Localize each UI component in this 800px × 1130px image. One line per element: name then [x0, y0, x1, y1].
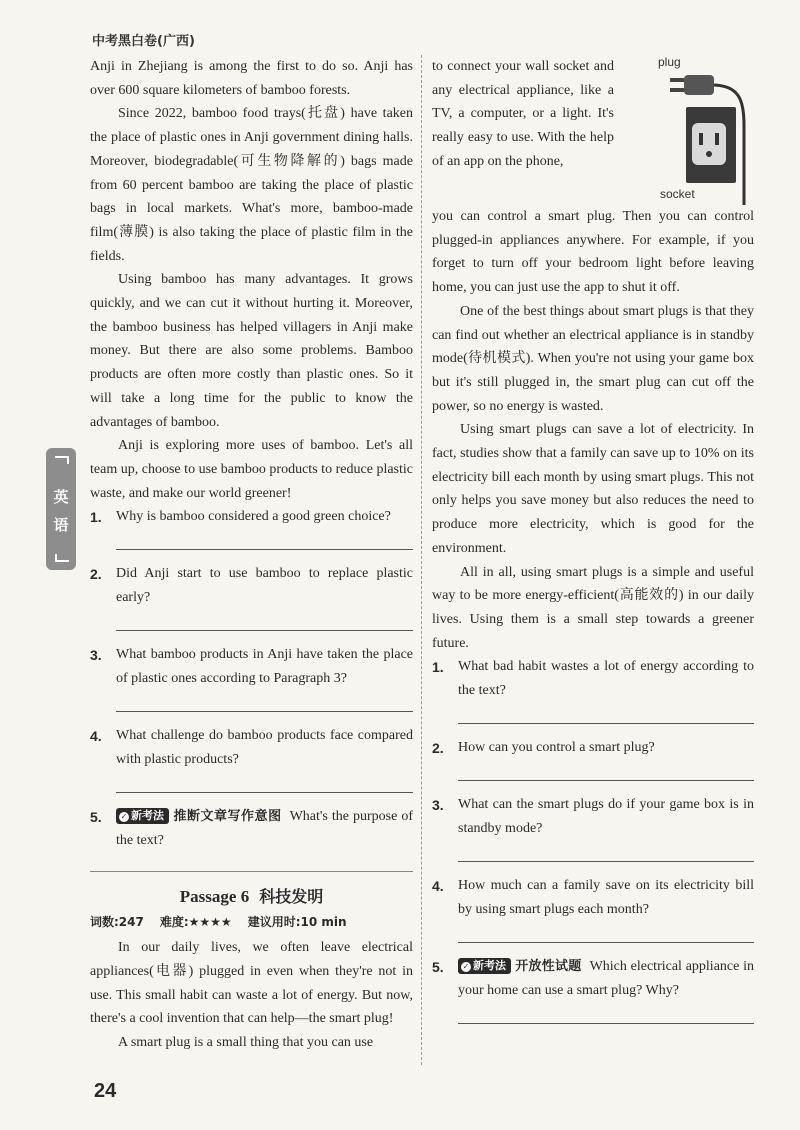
check-icon: ✓ [462, 962, 470, 972]
badge-label: 新考法 [473, 959, 506, 973]
question-1 [90, 505, 413, 529]
question-type-tag: 开放性试题 [515, 959, 582, 975]
answer-line[interactable] [458, 780, 754, 781]
answer-line[interactable] [458, 723, 754, 724]
question-number: 3. [432, 797, 444, 814]
question-text: How much can a family save on its electricity bill by using smart plugs each month? [458, 878, 754, 918]
question-type-tag: 推断文章写作意图 [173, 809, 282, 825]
paragraph: In our daily lives, we often leave electrical appliances(电器) plugged in even when they're not in use. This small habit can waste a lot of energy. But now, there's a cool invention that can help—the smart plug! [90, 940, 413, 1027]
passage-meta [90, 913, 413, 930]
paragraph: you can control a smart plug. Then you can control plugged-in appliances anywhere. For example, if you forget to turn off your bedroom light before leaving home, you can just use the app to shut it off. [432, 209, 754, 296]
question-number: 4. [432, 878, 444, 895]
question-3 [432, 793, 754, 841]
question-2 [90, 562, 413, 610]
question-body [458, 955, 754, 1003]
tab-decoration [55, 456, 69, 464]
tab-decoration [55, 554, 69, 562]
question-text: Which electrical appliance in your home can use a smart plug? Why? [458, 959, 754, 999]
answer-line[interactable] [458, 942, 754, 943]
suggested-time: 建议用时:10 min [247, 915, 347, 930]
new-exam-badge [116, 808, 169, 824]
new-exam-badge [458, 958, 511, 974]
question-number: 3. [90, 647, 102, 664]
paragraph: One of the best things about smart plugs is that they can find out whether an electrical appliance is in standby mode(待机模式). When you're not using your game box but it's still plugged in, the smart plug can cut off the power, so no energy is wasted. [432, 303, 754, 414]
side-tab-char: 语 [53, 516, 69, 534]
badge-label: 新考法 [131, 809, 164, 823]
plug-socket-icon [614, 55, 754, 205]
question-number: 5. [432, 959, 444, 976]
socket-label: socket [660, 187, 695, 201]
paragraph: Anji in Zhejiang is among the first to do so. Anji has over 600 square kilometers of bamboo forests. [90, 59, 413, 98]
question-text: Did Anji start to use bamboo to replace plastic early? [116, 566, 413, 606]
page-header: 中考黑白卷(广西) [92, 34, 195, 49]
subject-side-tab [46, 448, 76, 570]
question-4 [432, 874, 754, 922]
paragraph: A smart plug is a small thing that you can use [118, 1035, 374, 1051]
answer-line[interactable] [116, 630, 413, 631]
question-body [116, 805, 413, 853]
paragraph: Using smart plugs can save a lot of electricity. In fact, studies show that a family can save up to 10% on its electricity bill each month by using smart plugs. This not only helps you save money but also reduces the need to produce more electricity, which is good for the environment. [432, 422, 754, 556]
question-number: 2. [90, 566, 102, 583]
difficulty: 难度:★★★★ [159, 915, 232, 930]
column-divider [421, 55, 422, 1065]
figure-wrap-area [432, 55, 754, 205]
question-number: 1. [90, 509, 102, 526]
question-1 [432, 655, 754, 703]
plug-label: plug [658, 55, 681, 69]
question-5 [90, 805, 413, 853]
question-4 [90, 724, 413, 772]
check-icon: ✓ [120, 812, 128, 822]
question-number: 5. [90, 809, 102, 826]
question-2 [432, 736, 754, 760]
question-text: What bamboo products in Anji have taken the place of plastic ones according to Paragraph 3? [116, 647, 413, 687]
answer-line[interactable] [116, 549, 413, 550]
question-number: 2. [432, 740, 444, 757]
question-text: How can you control a smart plug? [458, 740, 655, 756]
right-column [432, 55, 754, 1036]
question-number: 1. [432, 659, 444, 676]
question-text: Why is bamboo considered a good green choice? [116, 509, 391, 525]
plug-socket-figure [614, 55, 754, 205]
question-text: What bad habit wastes a lot of energy according to the text? [458, 659, 754, 699]
paragraph: Using bamboo has many advantages. It grows quickly, and we can cut it without hurting it. Moreover, the bamboo business has helped villagers in Anji make money. But there are also some problems. Bamboo products are often more costly than plastic ones. So it will take a long time for the public to know the advantages of bamboo. [90, 272, 413, 430]
passage-title-cn: 科技发明 [259, 887, 324, 907]
word-count: 词数:247 [90, 915, 144, 930]
question-3 [90, 643, 413, 691]
page-number: 24 [94, 1080, 117, 1102]
answer-line[interactable] [116, 792, 413, 793]
answer-line[interactable] [458, 1023, 754, 1024]
paragraph: to connect your wall socket and any electrical appliance, like a TV, a computer, or a light. It's really easy to use. With the help of an app on the phone, [432, 59, 614, 169]
answer-line[interactable] [116, 711, 413, 712]
side-tab-char: 英 [53, 488, 69, 506]
paragraph: All in all, using smart plugs is a simple and useful way to be more energy-efficient(高能效的) in our daily lives. Using them is a small step towards a greener future. [432, 564, 754, 651]
answer-line[interactable] [458, 861, 754, 862]
question-text: What can the smart plugs do if your game box is in standby mode? [458, 797, 754, 837]
passage-title-en: Passage 6 [179, 887, 250, 907]
question-5 [432, 955, 754, 1003]
left-column [90, 55, 413, 1055]
paragraph: Anji is exploring more uses of bamboo. Let's all team up, choose to use bamboo products to reduce plastic waste, and make our world greener! [90, 438, 413, 501]
question-number: 4. [90, 728, 102, 745]
question-text: What's the purpose of the text? [116, 809, 413, 849]
paragraph: Since 2022, bamboo food trays(托盘) have taken the place of plastic ones in Anji government dining halls. Moreover, biodegradable(可生物降解的) bags made from 60 percent bamboo are taking the place of plastic bags in local markets. What's more, bamboo-made film(薄膜) is also taking the place of plastic film in the fields. [90, 106, 413, 264]
passage-title [90, 871, 413, 907]
question-text: What challenge do bamboo products face compared with plastic products? [116, 728, 413, 768]
